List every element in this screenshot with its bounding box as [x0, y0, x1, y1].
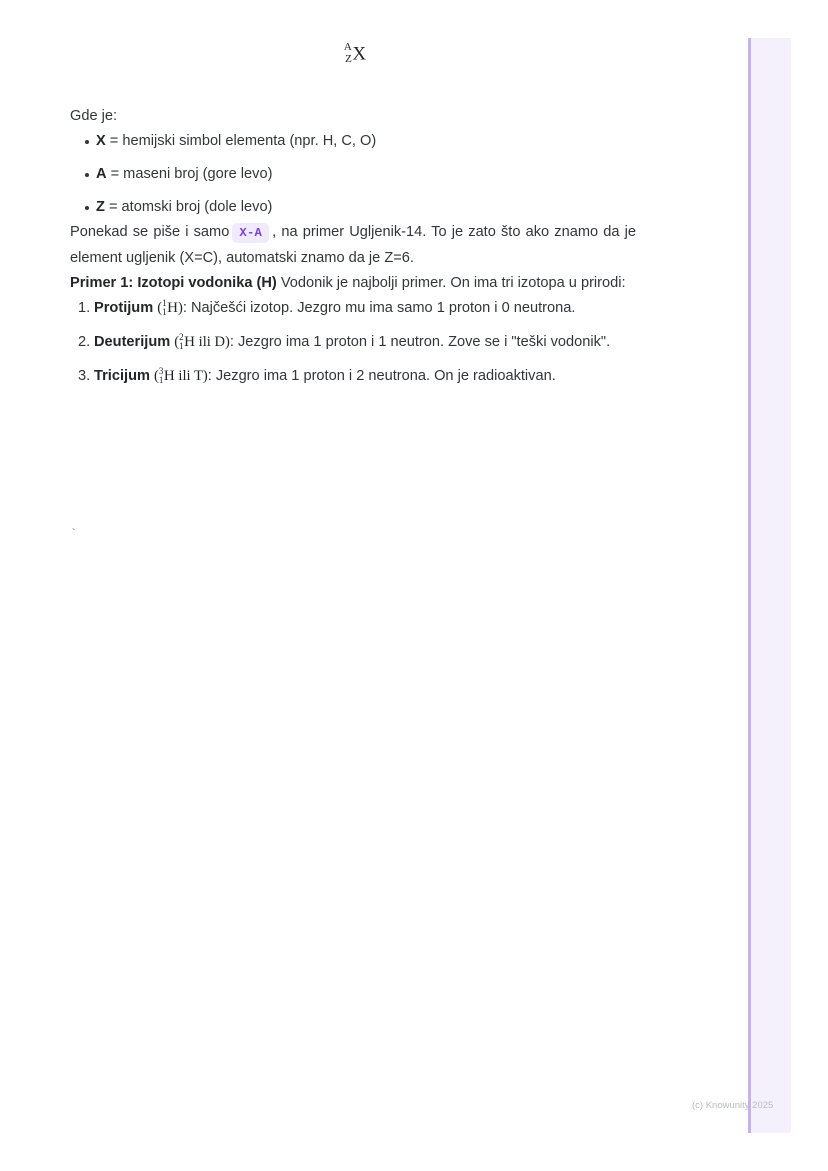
example-title: Primer 1: Izotopi vodonika (H)	[70, 275, 277, 291]
notation-suffix: ili D	[195, 334, 226, 350]
definition-description: = hemijski simbol elementa (npr. H, C, O)	[105, 133, 377, 149]
nuclide-formula-block	[0, 42, 710, 66]
example-text: Vodonik je najbolji primer. On ima tri izotopa u prirodi:	[276, 275, 626, 291]
element-symbol: H	[184, 333, 196, 350]
mass-number: 1	[162, 297, 167, 308]
open-paren: (	[154, 368, 159, 384]
nuclide-numbers	[162, 299, 167, 318]
isotope-notation	[154, 365, 208, 386]
nuclide-symbol	[162, 299, 178, 318]
isotope-description: : Jezgro ima 1 proton i 2 neutrona. On je radioaktivan.	[207, 368, 556, 384]
stray-backtick: `	[70, 527, 78, 541]
definition-term: X	[96, 133, 106, 149]
isotope-name: Protijum	[94, 300, 154, 316]
nuclide-numbers	[344, 42, 352, 66]
document-content	[70, 104, 636, 389]
nuclide-numbers	[159, 367, 164, 386]
close-paren: )	[202, 368, 208, 384]
list-item	[96, 129, 636, 154]
note-text-before: Ponekad se piše i samo	[70, 224, 230, 240]
list-item	[94, 296, 636, 321]
note-text-after: , na primer Ugljenik-14. To je zato što ako znamo da je element ugljenik (X=C), automatski znamo da je Z=6.	[70, 224, 636, 266]
list-item	[94, 364, 636, 389]
isotope-name: Tricijum	[94, 368, 150, 384]
mass-number: 2	[179, 331, 184, 342]
nuclide-numbers	[179, 333, 184, 352]
close-paren: )	[177, 300, 183, 316]
atomic-number: 1	[179, 341, 184, 352]
close-paren: )	[225, 334, 230, 350]
isotope-name: Deuterijum	[94, 334, 171, 350]
open-paren: (	[174, 334, 180, 350]
atomic-number: Z	[345, 52, 352, 65]
definition-list	[70, 129, 636, 220]
isotope-notation	[174, 331, 230, 352]
element-symbol: H	[167, 299, 178, 316]
mass-number: 3	[158, 365, 164, 376]
inline-code-badge: X-A	[232, 223, 269, 243]
notation-suffix: ili T	[174, 368, 203, 384]
watermark: (c) Knowunity 2025	[692, 1100, 774, 1111]
list-item	[96, 162, 636, 187]
list-item	[96, 195, 636, 220]
element-symbol: H	[163, 367, 175, 384]
isotope-list	[70, 296, 636, 389]
atomic-number: 1	[162, 307, 167, 318]
list-item	[94, 330, 636, 355]
definition-term: Z	[96, 199, 105, 215]
isotope-notation	[157, 297, 183, 318]
note-paragraph	[70, 220, 636, 271]
nuclide-formula	[344, 42, 366, 66]
atomic-number: 1	[158, 375, 164, 386]
example-paragraph	[70, 271, 636, 296]
isotope-description: : Jezgro ima 1 proton i 1 neutron. Zove se i "teški vodonik".	[229, 334, 611, 350]
isotope-description: : Najčešći izotop. Jezgro mu ima samo 1 proton i 0 neutrona.	[182, 300, 576, 316]
nuclide-symbol	[179, 333, 195, 352]
open-paren: (	[157, 300, 163, 316]
definition-description: = atomski broj (dole levo)	[104, 199, 273, 215]
definition-description: = maseni broj (gore levo)	[106, 166, 273, 182]
element-symbol: X	[352, 43, 367, 65]
mass-number: A	[343, 41, 352, 53]
definition-term: A	[96, 166, 107, 182]
nuclide-symbol	[159, 367, 175, 386]
intro-label: Gde je:	[70, 108, 118, 124]
